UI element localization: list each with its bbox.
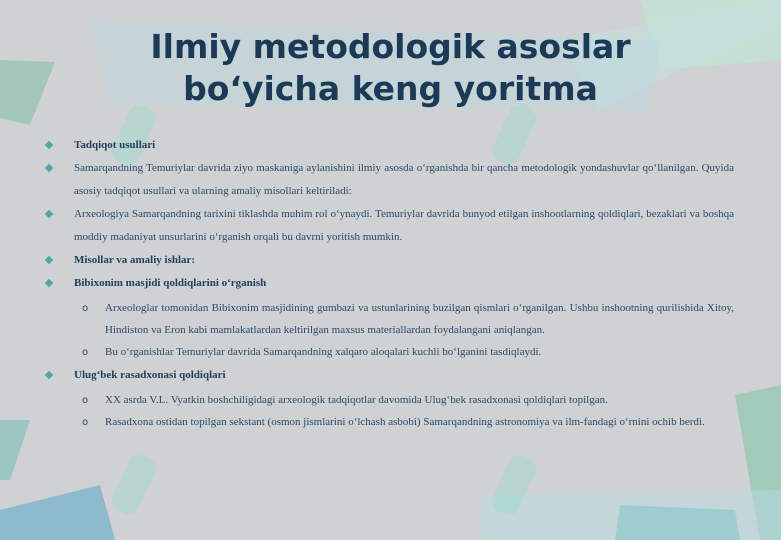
list-item: Tadqiqot usullari (44, 134, 734, 157)
decor-shape-bottom-left (0, 485, 115, 540)
sub-list-item: o Bu o‘rganishlar Temuriylar davrida Samarqandning xalqaro aloqalari kuchli bo‘lganini tasdiqlaydi. (44, 342, 734, 364)
diamond-bullet-icon (45, 279, 53, 287)
list-item: Misollar va amaliy ishlar: (44, 249, 734, 272)
title-line-2: bo‘yicha keng yoritma (183, 69, 598, 108)
sub-list-item: o Arxeologlar tomonidan Bibixonim masjidining gumbazi va ustunlarining buzilgan qismlari o‘rganilgan. Ushbu inshootning qurilishida Xitoy, Hindiston va Eron kabi mamlakatlardan keltirilgan maxsus materiallardan foydalangani aniqlangan. (44, 298, 734, 341)
circle-bullet-icon: o (82, 394, 89, 406)
circle-bullet-icon: o (82, 347, 89, 358)
title-line-1: Ilmiy metodologik asoslar (150, 27, 631, 66)
list-item: Ulug‘bek rasadxonasi qoldiqlari (44, 364, 734, 387)
decor-shape-left-mid (0, 420, 30, 480)
list-item: Arxeologiya Samarqandning tarixini tiklashda muhim rol o‘ynaydi. Temuriylar davrida bunyod etilgan inshootlarning qoldiqlari, bezaklari va boshqa moddiy madaniyat unsurlarini o‘rganish orqali bu davrni yoritish mumkin. (44, 203, 734, 249)
content-list (44, 134, 734, 434)
diamond-bullet-icon (45, 370, 53, 378)
diamond-bullet-icon (45, 164, 53, 172)
diamond-bullet-icon (45, 141, 53, 149)
sub-list-item: o XX asrda V.L. Vyatkin boshchiligidagi arxeologik tadqiqotlar davomida Ulug‘bek rasadxonasi qoldiqlari topilgan. (44, 390, 734, 412)
diamond-bullet-icon (45, 210, 53, 218)
circle-bullet-icon: o (82, 417, 89, 428)
decor-shape-bottom-band (480, 490, 781, 540)
sub-list-item: o Rasadxona ostidan topilgan sekstant (osmon jismlarini o‘lchash asbobi) Samarqandning astronomiya va ilm-fandagi o‘rnini ochib berdi. (44, 412, 734, 434)
list-item: Bibixonim masjidi qoldiqlarini o‘rganish (44, 272, 734, 295)
diamond-bullet-icon (45, 256, 53, 264)
circle-bullet-icon: o (82, 303, 89, 314)
page-title (0, 26, 781, 110)
list-item: Samarqandning Temuriylar davrida ziyo maskaniga aylanishini ilmiy asosda o‘rganishda bir qancha metodologik yondashuvlar qo‘llanilgan. Quyida asosiy tadqiqot usullari va ularning amaliy misollari keltiriladi: (44, 157, 734, 203)
